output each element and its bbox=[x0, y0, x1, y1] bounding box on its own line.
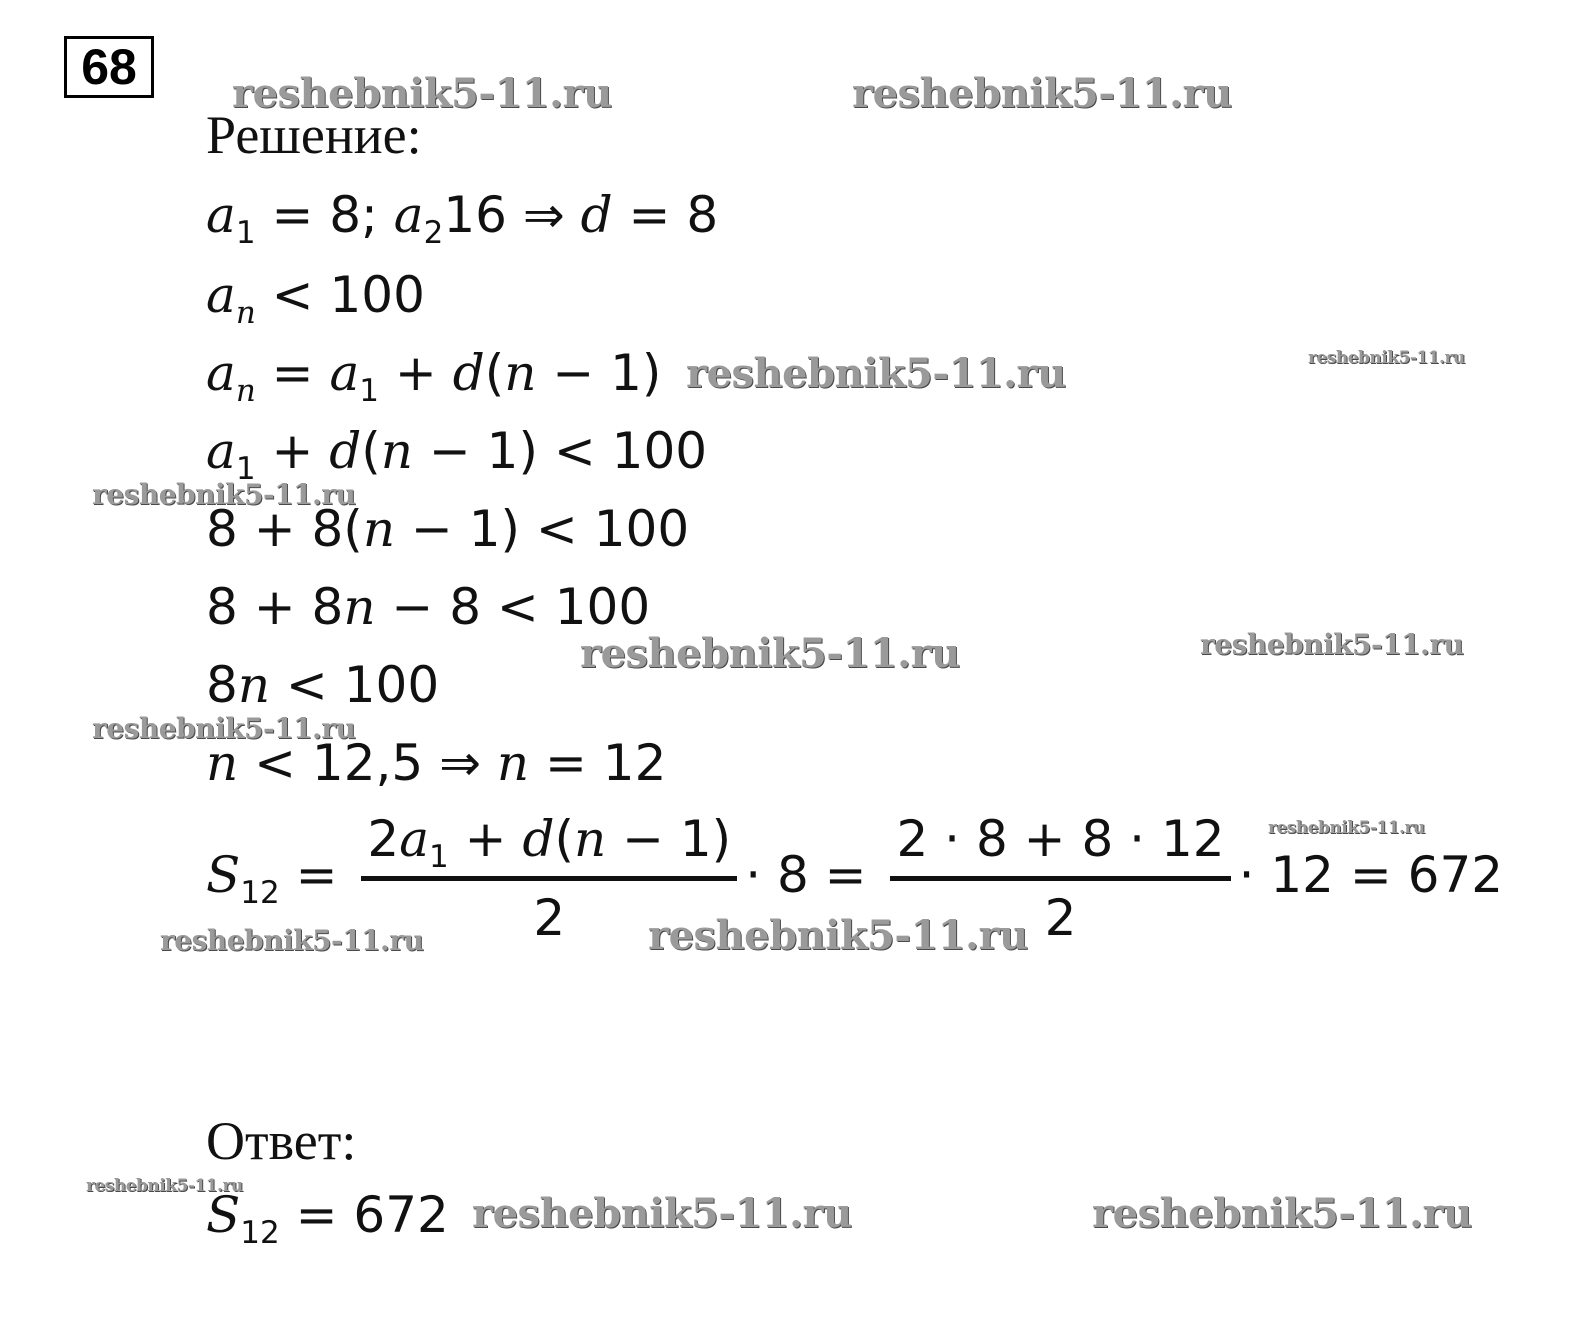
watermark: reshebnik5-11.ru bbox=[1308, 348, 1465, 368]
watermark: reshebnik5-11.ru bbox=[472, 1190, 852, 1237]
equation-line-8: n < 12,5 ⇒ n = 12 bbox=[206, 734, 667, 792]
equation-line-5: 8 + 8(n − 1) < 100 bbox=[206, 500, 690, 558]
solution-heading: Решение: bbox=[206, 105, 422, 165]
equation-line-2: $a_n < 100$ bbox=[206, 266, 425, 331]
problem-number: 68 bbox=[64, 36, 154, 98]
equation-line-4: $a_1 + d(n - 1) < 100$ bbox=[206, 422, 708, 487]
watermark: reshebnik5-11.ru bbox=[686, 350, 1066, 397]
watermark: reshebnik5-11.ru bbox=[92, 478, 356, 511]
answer-value: $S_{12} = 672$ bbox=[206, 1186, 449, 1251]
watermark: reshebnik5-11.ru bbox=[852, 70, 1232, 117]
watermark: reshebnik5-11.ru bbox=[1200, 628, 1464, 661]
watermark: reshebnik5-11.ru bbox=[232, 70, 612, 117]
equation-line-3: $a_n = a_1 + d(n - 1)$ bbox=[206, 344, 662, 409]
fraction-general: $2a_1 + d(n - 1)$ 2 bbox=[361, 810, 737, 947]
watermark: reshebnik5-11.ru bbox=[1268, 818, 1425, 838]
watermark: reshebnik5-11.ru bbox=[580, 630, 960, 677]
watermark: reshebnik5-11.ru bbox=[86, 1176, 243, 1196]
answer-heading: Ответ: bbox=[206, 1111, 357, 1171]
fraction-substituted: 2 · 8 + 8 · 12 2 bbox=[890, 810, 1230, 947]
equation-line-6: 8 + 8n − 8 < 100 bbox=[206, 578, 651, 636]
equation-line-1: $a_1 = 8$; $a_216$ ⇒ d = 8 bbox=[206, 186, 719, 251]
watermark: reshebnik5-11.ru bbox=[648, 912, 1028, 959]
watermark: reshebnik5-11.ru bbox=[92, 712, 356, 745]
watermark: reshebnik5-11.ru bbox=[1092, 1190, 1472, 1237]
sum-formula: $S_{12}$ = $2a_1 + d(n - 1)$ 2 · 8 = 2 · 8 + 8 · 12 2 · 12 = 672 bbox=[206, 810, 1504, 947]
watermark: reshebnik5-11.ru bbox=[160, 924, 424, 957]
equation-line-7: 8n < 100 bbox=[206, 656, 440, 714]
